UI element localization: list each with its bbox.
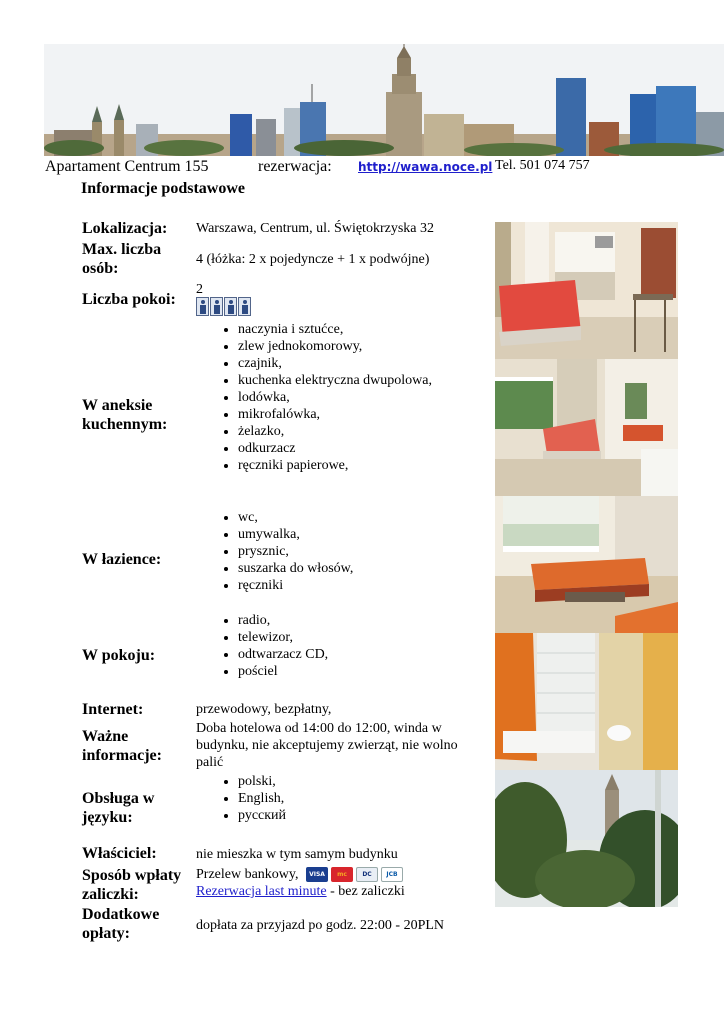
value-zaliczka bbox=[196, 866, 486, 900]
photo-room-sofa bbox=[495, 359, 678, 496]
list-item: • odkurzacz bbox=[238, 440, 508, 457]
skyline-banner bbox=[44, 44, 724, 156]
value-max-osob: 4 (łóżka: 2 x pojedyncze + 1 x podwójne) bbox=[196, 252, 430, 267]
list-item: • wc, bbox=[238, 509, 508, 526]
reservation-label: rezerwacja: bbox=[258, 158, 332, 175]
list-item: • ręczniki papierowe, bbox=[238, 457, 508, 474]
label-jezyki: Obsługa w języku: bbox=[82, 790, 155, 826]
label-aneks: W aneksie kuchennym: bbox=[82, 397, 168, 433]
value-dodatkowe: dopłata za przyjazd po godz. 22:00 - 20PLN bbox=[196, 918, 445, 933]
photo-bedroom bbox=[495, 496, 678, 633]
photo-kitchenette bbox=[495, 222, 678, 359]
list-item: • zlew jednokomorowy, bbox=[238, 338, 508, 355]
list-item: • telewizor, bbox=[238, 629, 508, 646]
label-dodatkowe: Dodatkowe opłaty: bbox=[82, 906, 160, 942]
list-item: • English, bbox=[238, 790, 508, 807]
label-liczba-pokoi: Liczba pokoi: bbox=[82, 291, 176, 308]
jcb-card-icon: JCB bbox=[381, 867, 403, 882]
value-internet: przewodowy, bezpłatny, bbox=[196, 702, 332, 717]
list-item: • pościel bbox=[238, 663, 508, 680]
person-icon bbox=[224, 297, 237, 316]
list-pokoj bbox=[218, 612, 508, 680]
reservation-link[interactable]: http://wawa.noce.pl bbox=[358, 160, 493, 174]
apartment-title: Apartament Centrum 155 bbox=[45, 158, 209, 175]
persons-icon bbox=[196, 297, 251, 316]
value-lokalizacja: Warszawa, Centrum, ul. Świętokrzyska 32 bbox=[196, 221, 434, 236]
label-lokalizacja: Lokalizacja: bbox=[82, 220, 168, 237]
label-zaliczka: Sposób wpłaty zaliczki: bbox=[82, 867, 182, 903]
list-item: • lodówka, bbox=[238, 389, 508, 406]
list-item: • kuchenka elektryczna dwupolowa, bbox=[238, 372, 508, 389]
list-item: • polski, bbox=[238, 773, 508, 790]
person-icon bbox=[210, 297, 223, 316]
label-lazienka: W łazience: bbox=[82, 551, 162, 568]
list-jezyki bbox=[218, 773, 508, 824]
last-minute-link[interactable]: Rezerwacja last minute bbox=[196, 884, 327, 899]
person-icon bbox=[238, 297, 251, 316]
mastercard-icon: mc bbox=[331, 867, 353, 882]
section-title: Informacje podstawowe bbox=[81, 180, 245, 197]
photo-bathroom bbox=[495, 633, 678, 770]
list-item: • odtwarzacz CD, bbox=[238, 646, 508, 663]
value-wlasciciel: nie mieszka w tym samym budynku bbox=[196, 847, 398, 862]
list-item: • umywalka, bbox=[238, 526, 508, 543]
list-item: • radio, bbox=[238, 612, 508, 629]
value-wazne: Doba hotelowa od 14:00 do 12:00, winda w budynku, nie akceptujemy zwierząt, nie wolno palić bbox=[196, 721, 458, 770]
list-item: • żelazko, bbox=[238, 423, 508, 440]
diners-club-icon: DC bbox=[356, 867, 378, 882]
transfer-text: Przelew bankowy, bbox=[196, 867, 299, 882]
label-max-osob: Max. liczba osób: bbox=[82, 241, 162, 277]
list-item: • naczynia i sztućce, bbox=[238, 321, 508, 338]
payment-cards bbox=[306, 867, 403, 882]
label-internet: Internet: bbox=[82, 701, 144, 718]
person-icon bbox=[196, 297, 209, 316]
photo-window-view bbox=[495, 770, 678, 907]
list-lazienka bbox=[218, 509, 508, 594]
list-item: • mikrofalówka, bbox=[238, 406, 508, 423]
visa-card-icon: VISA bbox=[306, 867, 328, 882]
value-liczba-pokoi: 2 bbox=[196, 282, 203, 297]
list-item: • prysznic, bbox=[238, 543, 508, 560]
last-minute-suffix: - bez zaliczki bbox=[326, 884, 405, 899]
list-item: • ręczniki bbox=[238, 577, 508, 594]
label-pokoj: W pokoju: bbox=[82, 647, 156, 664]
list-item: • suszarka do włosów, bbox=[238, 560, 508, 577]
list-item: • czajnik, bbox=[238, 355, 508, 372]
label-wlasciciel: Właściciel: bbox=[82, 845, 157, 862]
list-aneks bbox=[218, 321, 508, 474]
label-wazne: Ważne informacje: bbox=[82, 728, 162, 764]
list-item: • русский bbox=[238, 807, 508, 824]
phone-number: Tel. 501 074 757 bbox=[495, 158, 590, 173]
